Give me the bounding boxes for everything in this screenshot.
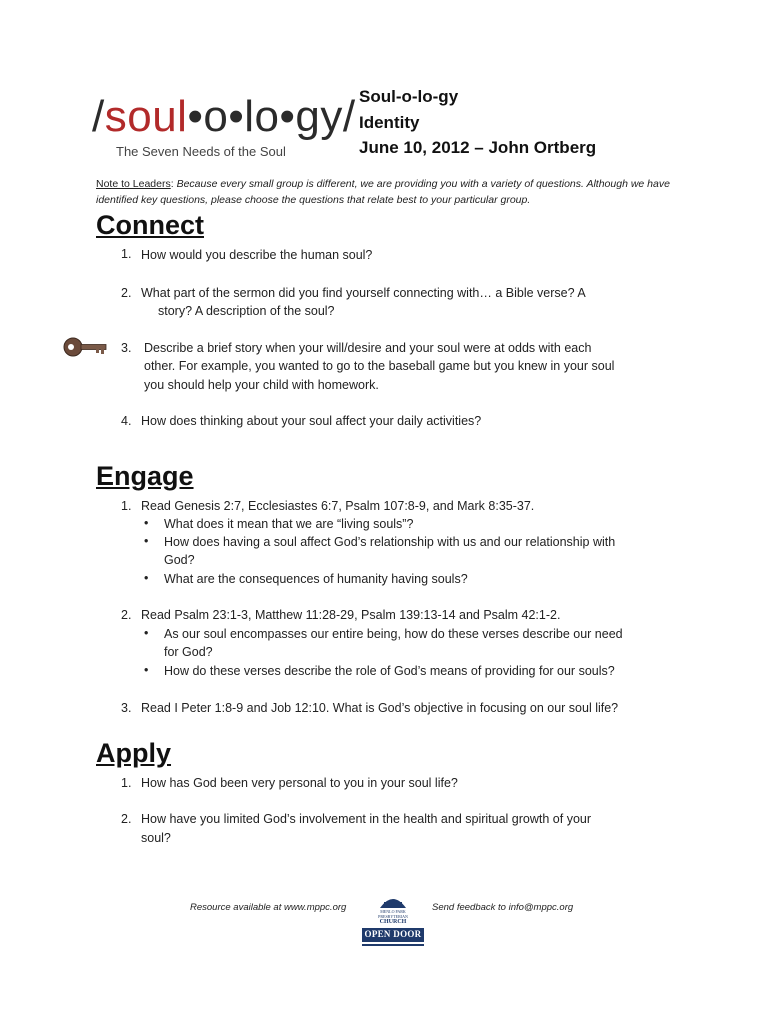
engage-1-bullet-1: What does it mean that we are “living souls”? bbox=[164, 517, 414, 531]
footer-resource: Resource available at www.mppc.org bbox=[190, 902, 347, 913]
engage-1-bullet-3: What are the consequences of humanity having souls? bbox=[164, 572, 468, 586]
connect-question-2-line1: What part of the sermon did you find yourself connecting with… a Bible verse? A bbox=[141, 286, 586, 300]
soulology-logo bbox=[92, 92, 356, 142]
logo-slash-right: / bbox=[342, 92, 356, 141]
engage-2-bullet-2: How do these verses describe the role of God’s means of providing for our souls? bbox=[164, 664, 615, 678]
question-number: 1. bbox=[121, 247, 132, 261]
logo-lo: lo bbox=[244, 92, 280, 141]
question-number: 2. bbox=[121, 286, 132, 300]
logo-gy: gy bbox=[295, 92, 343, 141]
connect-question-2-line2: story? A description of the soul? bbox=[158, 304, 335, 318]
church-name-line1: MENLO PARK bbox=[380, 909, 406, 914]
bullet: • bbox=[144, 626, 149, 640]
footer-feedback: Send feedback to info@mppc.org bbox=[432, 902, 574, 913]
section-title-connect: Connect bbox=[96, 210, 204, 240]
question-number: 1. bbox=[121, 499, 132, 513]
church-name bbox=[362, 909, 424, 926]
logo-dot: • bbox=[228, 92, 245, 141]
logo-slash-left: / bbox=[92, 92, 105, 141]
logo-dot: • bbox=[187, 92, 204, 141]
connect-question-3-line2: other. For example, you wanted to go to the baseball game but you knew in your soul bbox=[144, 359, 615, 373]
topic-title: Identity bbox=[359, 113, 420, 132]
logo-subtitle: The Seven Needs of the Soul bbox=[116, 144, 286, 159]
section-title-apply: Apply bbox=[96, 738, 172, 768]
bullet: • bbox=[144, 663, 149, 677]
question-number: 1. bbox=[121, 776, 132, 790]
connect-question-4: How does thinking about your soul affect your daily activities? bbox=[141, 414, 482, 428]
engage-item-2: Read Psalm 23:1-3, Matthew 11:28-29, Psalm 139:13-14 and Psalm 42:1-2. bbox=[141, 608, 561, 622]
question-number: 3. bbox=[121, 341, 132, 355]
logo-soul: soul bbox=[104, 92, 188, 141]
engage-1-bullet-2-line2: God? bbox=[164, 553, 195, 567]
logo-dot: • bbox=[279, 92, 296, 141]
apply-question-2-line2: soul? bbox=[141, 831, 171, 845]
apply-question-1: How has God been very personal to you in your soul life? bbox=[141, 776, 458, 790]
open-door-label: OPEN DOOR bbox=[364, 929, 422, 939]
note-text: Because every small group is different, we are providing you with a variety of questions. Although we have identified key questions, please choose the questions that relate best to your particular group. bbox=[96, 178, 670, 206]
church-name-line2: PRESBYTERIAN bbox=[378, 914, 408, 919]
connect-question-3-line1: Describe a brief story when your will/desire and your soul were at odds with each bbox=[144, 341, 592, 355]
engage-2-bullet-1-line2: for God? bbox=[164, 645, 213, 659]
note-colon: : bbox=[170, 178, 174, 190]
engage-2-bullet-1-line1: As our soul encompasses our entire being, how do these verses describe our need bbox=[164, 627, 623, 641]
connect-question-3-line3: you should help your child with homework. bbox=[144, 378, 379, 392]
engage-1-bullet-2-line1: How does having a soul affect God’s relationship with us and our relationship with bbox=[164, 535, 616, 549]
apply-question-2-line1: How have you limited God’s involvement in the health and spiritual growth of your bbox=[141, 812, 592, 826]
note-label: Note to Leaders bbox=[96, 178, 171, 190]
engage-item-3: Read I Peter 1:8-9 and Job 12:10. What is God’s objective in focusing on our soul life? bbox=[141, 701, 619, 715]
engage-item-1: Read Genesis 2:7, Ecclesiastes 6:7, Psalm 107:8-9, and Mark 8:35-37. bbox=[141, 499, 535, 513]
bullet: • bbox=[144, 534, 149, 548]
bullet: • bbox=[144, 571, 149, 585]
series-title: Soul-o-lo-gy bbox=[359, 87, 459, 106]
question-number: 4. bbox=[121, 414, 132, 428]
date-speaker: June 10, 2012 – John Ortberg bbox=[359, 138, 597, 157]
question-number: 2. bbox=[121, 812, 132, 826]
church-name-line3: CHURCH bbox=[379, 919, 407, 925]
question-number: 3. bbox=[121, 701, 132, 715]
bullet: • bbox=[144, 516, 149, 530]
note-to-leaders bbox=[96, 176, 696, 208]
section-title-engage: Engage bbox=[96, 461, 194, 491]
logo-o: o bbox=[203, 92, 229, 141]
question-number: 2. bbox=[121, 608, 132, 622]
key-icon bbox=[62, 336, 108, 358]
connect-question-1: How would you describe the human soul? bbox=[141, 248, 373, 262]
church-logo bbox=[362, 888, 424, 952]
